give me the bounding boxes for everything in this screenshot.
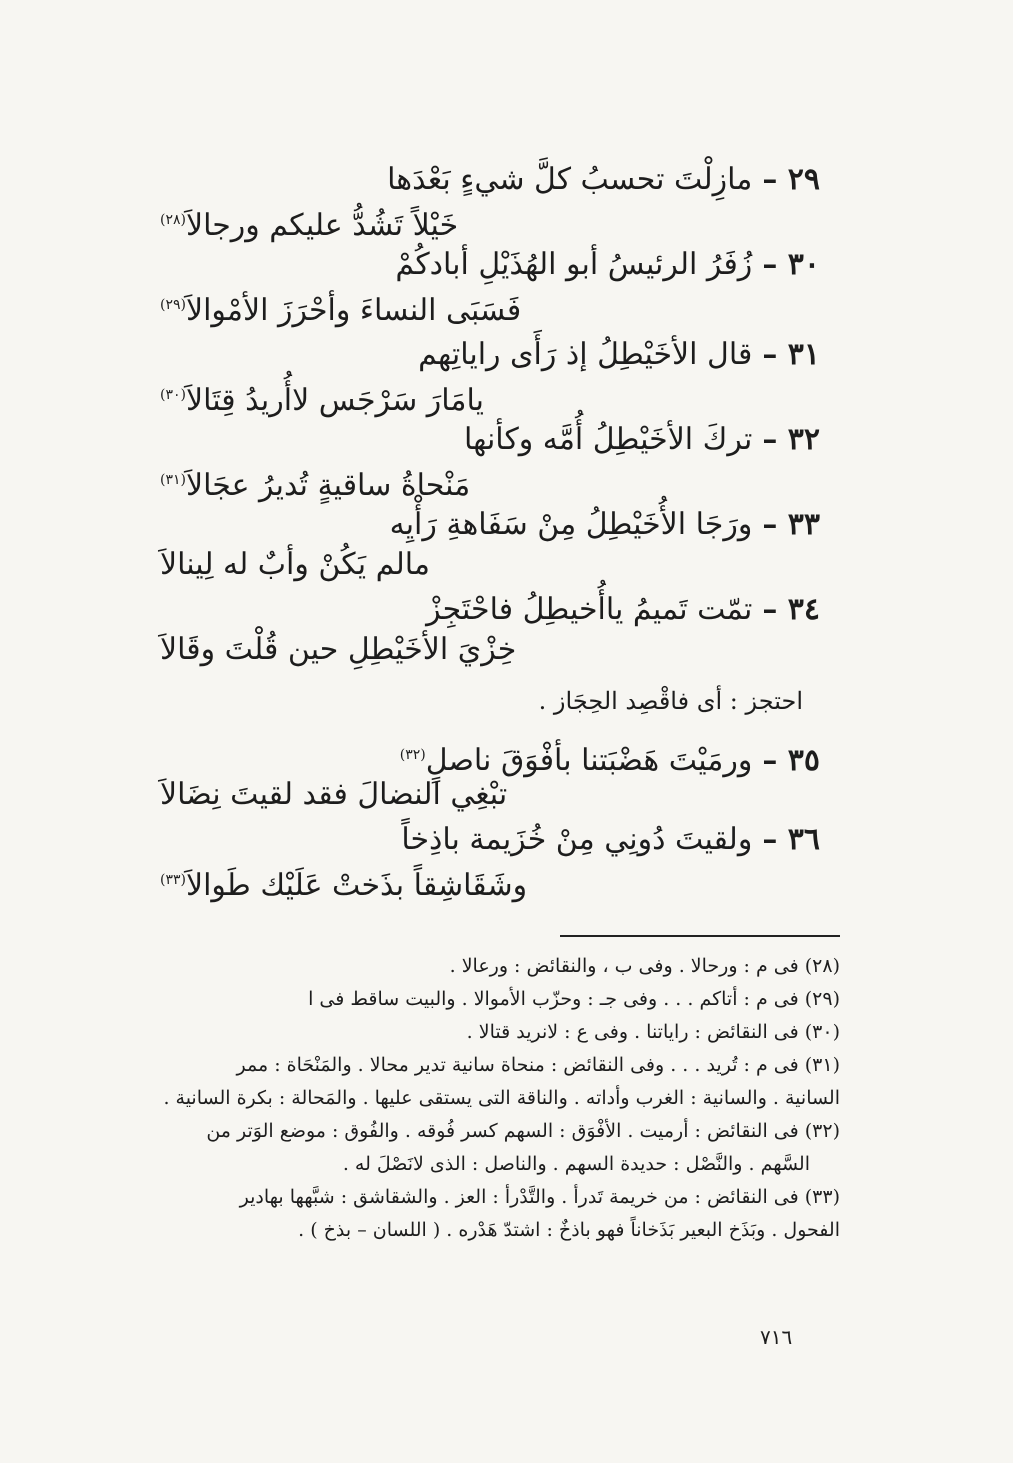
footnote-divider (560, 935, 840, 937)
footnote-line: السانية . والسانية : الغرب وأداته . والناقة التى يستقى عليها . والمَحالة : بكرة السانية . (163, 1087, 840, 1109)
verse-first-hemistich: ولقيتَ دُونِي مِنْ خُزَيمة باذِخاً (401, 822, 753, 857)
verse-first-hemistich: مازِلْتَ تحسبُ كلَّ شيءٍ بَعْدَها (387, 162, 753, 197)
verse-second-hemistich: مالم يَكُنْ وأبٌ له لِينالاَ (160, 547, 430, 582)
verse-first-hemistich: تمّت تَميمُ ياأُخيطِلُ فاحْتَجِزْ (426, 592, 753, 627)
verse-number: ٣٢ – (762, 422, 820, 457)
verse-number: ٣١ – (762, 337, 820, 372)
footnote-ref: (٣٢) (399, 747, 426, 763)
footnote-line: (٣٢) فى النقائض : أرميت . الأفْوَق : السهم كسر فُوقه . والفُوق : موضع الوَتر من (206, 1120, 840, 1142)
footnote-ref: (٢٩) (160, 297, 186, 313)
footnote-line: (٣١) فى م : تُريد . . . وفى النقائض : منحاة سانية تدير محالا . والمَنْحَاة : ممر (236, 1054, 840, 1076)
verse-second-hemistich: تبْغِي النضالَ فقد لقيتَ نِضَالاَ (160, 777, 508, 812)
verse-first-hemistich: قال الأخَيْطِلُ إذ رَأَى راياتِهم (418, 337, 753, 372)
footnote-line: (٣٠) فى النقائض : راياتنا . وفى ع : لانريد قتالا . (466, 1021, 840, 1043)
footnote-ref: (٢٨) (160, 212, 186, 228)
verse-second-hemistich: يامَارَ سَرْجَس لاأُريدُ قِتَالاَ (185, 383, 484, 418)
verse-first-hemistich: تركَ الأخَيْطِلُ أُمَّه وكأنها (463, 422, 753, 457)
footnote-line: (٢٨) فى م : ورحالا . وفى ب ، والنقائض : ورعالا . (449, 955, 840, 977)
page-number: ٧١٦ (760, 1325, 793, 1349)
footnote-line: (٣٣) فى النقائض : من خريمة تَدرأ . والتَّدْرأ : العز . والشقاشق : شبَّهها بهادير (239, 1186, 840, 1208)
footnote-line: الفحول . وبَذَخ البعير بَذَخاناً فهو باذخٌ : اشتدّ هَدْره . ( اللسان – بذخ ) . (298, 1219, 840, 1241)
gloss-note: احتجز : أى فاقْصِد الحِجَاز . (538, 687, 803, 715)
verse-second-hemistich: خَيْلاً تَشُدُّ عليكم ورجالاَ (185, 208, 459, 243)
verse-number: ٣٠ – (762, 247, 820, 282)
verse-first-hemistich: ورَجَا الأُخَيْطِلُ مِنْ سَفَاهةِ رَأْيِه (389, 507, 753, 542)
footnote-ref: (٣١) (160, 472, 186, 488)
verse-second-hemistich: مَنْحاةُ ساقيةٍ تُديرُ عجَالاَ (185, 468, 471, 503)
verse-first-hemistich: ورمَيْتَ هَضْبَتنا بأفْوَقَ ناصلٍ (425, 743, 753, 778)
verse-second-hemistich: خِزْيَ الأخَيْطِلِ حين قُلْتَ وقَالاَ (160, 632, 517, 667)
verse-number: ٢٩ – (762, 162, 820, 197)
verse-number: ٣٣ – (762, 507, 820, 542)
footnote-ref: (٣٠) (160, 387, 186, 403)
verse-second-hemistich: وشَقَاشِقاً بذَختْ عَلَيْك طَوالاَ (185, 868, 528, 903)
verse-number: ٣٥ – (762, 743, 820, 778)
verse-number: ٣٦ – (762, 822, 820, 857)
verse-second-hemistich: فَسَبَى النساءَ وأحْرَزَ الأمْوالاَ (185, 293, 522, 328)
verse-number: ٣٤ – (762, 592, 820, 627)
footnote-ref: (٣٣) (160, 872, 186, 888)
verse-first-hemistich: زُفَرُ الرئيسُ أبو الهُذَيْلِ أبادكُمْ (395, 247, 753, 282)
footnote-line: السَّهم . والنَّصْل : حديدة السهم . والناصل : الذى لانَصْلَ له . (342, 1153, 810, 1175)
footnote-line: (٢٩) فى م : أتاكم . . . وفى جـ : وحزّب الأموالا . والبيت ساقط فى ا (308, 988, 840, 1010)
footnotes (150, 950, 840, 1247)
